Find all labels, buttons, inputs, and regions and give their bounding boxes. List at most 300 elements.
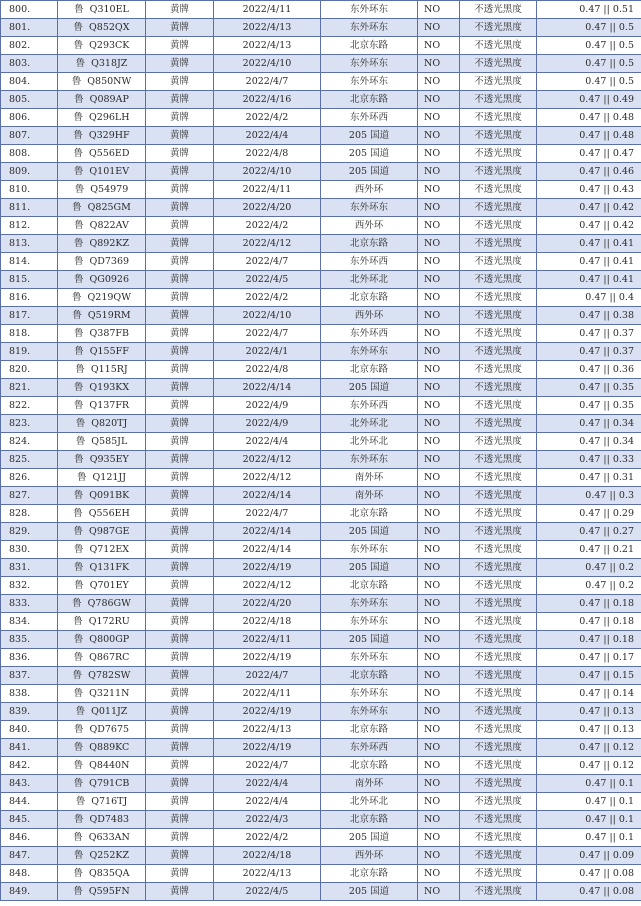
table-row — [1, 235, 641, 253]
location-cell: 北京东路 — [321, 667, 418, 685]
result-cell: NO — [418, 1, 460, 19]
result-cell: NO — [418, 595, 460, 613]
table-row — [1, 685, 641, 703]
test-item-cell: 不透光黑度 — [460, 217, 537, 235]
plate-code: Q850NW — [87, 76, 132, 87]
location-cell: 205 国道 — [321, 145, 418, 163]
value-cell: 0.47 || 0.18 — [537, 631, 641, 649]
date-cell: 2022/4/7 — [214, 253, 321, 271]
plate-type-cell: 黄牌 — [146, 559, 214, 577]
row-number-cell: 804. — [1, 73, 58, 91]
row-number-cell: 808. — [1, 145, 58, 163]
plate-type-cell: 黄牌 — [146, 361, 214, 379]
row-number-cell: 813. — [1, 235, 58, 253]
date-cell: 2022/4/2 — [214, 829, 321, 847]
result-cell: NO — [418, 109, 460, 127]
result-cell: NO — [418, 73, 460, 91]
plate-cell — [58, 253, 146, 271]
value-cell: 0.47 || 0.1 — [537, 775, 641, 793]
row-number-cell: 832. — [1, 577, 58, 595]
plate-province: 鲁 — [76, 472, 87, 483]
plate-type-cell: 黄牌 — [146, 577, 214, 595]
test-item-cell: 不透光黑度 — [460, 235, 537, 253]
plate-type-cell: 黄牌 — [146, 199, 214, 217]
table-row — [1, 505, 641, 523]
result-cell: NO — [418, 721, 460, 739]
table-row — [1, 91, 641, 109]
plate-type-cell: 黄牌 — [146, 19, 214, 37]
test-item-cell: 不透光黑度 — [460, 73, 537, 91]
date-cell: 2022/4/11 — [214, 685, 321, 703]
row-number-cell: 815. — [1, 271, 58, 289]
plate-type-cell: 黄牌 — [146, 523, 214, 541]
date-cell: 2022/4/12 — [214, 577, 321, 595]
location-cell: 北京东路 — [321, 91, 418, 109]
plate-type-cell: 黄牌 — [146, 127, 214, 145]
test-item-cell: 不透光黑度 — [460, 253, 537, 271]
table-row — [1, 433, 641, 451]
date-cell: 2022/4/2 — [214, 109, 321, 127]
plate-province: 鲁 — [73, 526, 84, 537]
date-cell: 2022/4/19 — [214, 703, 321, 721]
date-cell: 2022/4/3 — [214, 811, 321, 829]
plate-cell — [58, 703, 146, 721]
table-row — [1, 775, 641, 793]
row-number-cell: 839. — [1, 703, 58, 721]
plate-code: Q137FR — [89, 400, 130, 411]
table-row — [1, 415, 641, 433]
table-row — [1, 199, 641, 217]
value-cell: 0.47 || 0.51 — [537, 1, 641, 19]
table-row — [1, 559, 641, 577]
value-cell: 0.47 || 0.34 — [537, 415, 641, 433]
plate-cell — [58, 613, 146, 631]
result-cell: NO — [418, 757, 460, 775]
result-cell: NO — [418, 253, 460, 271]
plate-code: Q786GW — [87, 598, 131, 609]
plate-code: Q935EY — [89, 454, 129, 465]
plate-code: Q519RM — [87, 310, 131, 321]
plate-type-cell: 黄牌 — [146, 415, 214, 433]
value-cell: 0.47 || 0.1 — [537, 829, 641, 847]
value-cell: 0.47 || 0.48 — [537, 127, 641, 145]
plate-code: Q131FK — [89, 562, 130, 573]
value-cell: 0.47 || 0.13 — [537, 703, 641, 721]
location-cell: 东外环东 — [321, 685, 418, 703]
value-cell: 0.47 || 0.15 — [537, 667, 641, 685]
plate-type-cell: 黄牌 — [146, 775, 214, 793]
location-cell: 南外环 — [321, 469, 418, 487]
result-cell: NO — [418, 199, 460, 217]
location-cell: 东外环东 — [321, 199, 418, 217]
plate-cell — [58, 469, 146, 487]
table-row — [1, 343, 641, 361]
row-number-cell: 819. — [1, 343, 58, 361]
plate-type-cell: 黄牌 — [146, 289, 214, 307]
plate-province: 鲁 — [72, 292, 82, 303]
location-cell: 北京东路 — [321, 235, 418, 253]
result-cell: NO — [418, 775, 460, 793]
date-cell: 2022/4/10 — [214, 307, 321, 325]
row-number-cell: 821. — [1, 379, 58, 397]
plate-province: 鲁 — [75, 796, 86, 807]
plate-type-cell: 黄牌 — [146, 865, 214, 883]
plate-code: Q101EV — [89, 166, 130, 177]
date-cell: 2022/4/7 — [214, 505, 321, 523]
row-number-cell: 816. — [1, 289, 58, 307]
row-number-cell: 800. — [1, 1, 58, 19]
result-cell: NO — [418, 847, 460, 865]
plate-cell — [58, 397, 146, 415]
plate-type-cell: 黄牌 — [146, 379, 214, 397]
value-cell: 0.47 || 0.48 — [537, 109, 641, 127]
test-item-cell: 不透光黑度 — [460, 577, 537, 595]
row-number-cell: 810. — [1, 181, 58, 199]
plate-type-cell: 黄牌 — [146, 505, 214, 523]
result-cell: NO — [418, 613, 460, 631]
plate-cell — [58, 523, 146, 541]
table-row — [1, 739, 641, 757]
test-item-cell: 不透光黑度 — [460, 307, 537, 325]
test-item-cell: 不透光黑度 — [460, 1, 537, 19]
plate-code: Q293CK — [89, 40, 130, 51]
plate-province: 鲁 — [73, 868, 83, 879]
table-row — [1, 541, 641, 559]
plate-code: Q219QW — [87, 292, 131, 303]
plate-province: 鲁 — [72, 202, 82, 213]
plate-cell — [58, 559, 146, 577]
result-cell: NO — [418, 487, 460, 505]
result-cell: NO — [418, 793, 460, 811]
plate-type-cell: 黄牌 — [146, 613, 214, 631]
plate-type-cell: 黄牌 — [146, 55, 214, 73]
row-number-cell: 803. — [1, 55, 58, 73]
value-cell: 0.47 || 0.08 — [537, 865, 641, 883]
date-cell: 2022/4/7 — [214, 73, 321, 91]
test-item-cell: 不透光黑度 — [460, 163, 537, 181]
date-cell: 2022/4/19 — [214, 559, 321, 577]
test-item-cell: 不透光黑度 — [460, 289, 537, 307]
plate-cell — [58, 649, 146, 667]
date-cell: 2022/4/14 — [214, 541, 321, 559]
result-cell: NO — [418, 667, 460, 685]
date-cell: 2022/4/12 — [214, 235, 321, 253]
plate-code: QD7483 — [89, 814, 130, 825]
plate-code: Q252KZ — [89, 850, 130, 861]
plate-province: 鲁 — [73, 256, 84, 267]
plate-cell — [58, 811, 146, 829]
plate-code: Q193KX — [89, 382, 130, 393]
table-row — [1, 397, 641, 415]
test-item-cell: 不透光黑度 — [460, 199, 537, 217]
value-cell: 0.47 || 0.42 — [537, 217, 641, 235]
result-cell: NO — [418, 541, 460, 559]
location-cell: 205 国道 — [321, 631, 418, 649]
plate-code: Q296LH — [89, 112, 130, 123]
plate-code: Q318JZ — [91, 58, 128, 69]
plate-province: 鲁 — [73, 508, 83, 519]
table-row — [1, 649, 641, 667]
row-number-cell: 811. — [1, 199, 58, 217]
value-cell: 0.47 || 0.38 — [537, 307, 641, 325]
value-cell: 0.47 || 0.41 — [537, 253, 641, 271]
test-item-cell: 不透光黑度 — [460, 847, 537, 865]
test-item-cell: 不透光黑度 — [460, 721, 537, 739]
plate-cell — [58, 793, 146, 811]
test-item-cell: 不透光黑度 — [460, 685, 537, 703]
result-cell: NO — [418, 397, 460, 415]
date-cell: 2022/4/8 — [214, 145, 321, 163]
value-cell: 0.47 || 0.17 — [537, 649, 641, 667]
plate-code: Q822AV — [89, 220, 129, 231]
plate-cell — [58, 883, 146, 901]
value-cell: 0.47 || 0.12 — [537, 739, 641, 757]
date-cell: 2022/4/5 — [214, 883, 321, 901]
value-cell: 0.47 || 0.41 — [537, 235, 641, 253]
test-item-cell: 不透光黑度 — [460, 181, 537, 199]
plate-cell — [58, 343, 146, 361]
location-cell: 东外环西 — [321, 397, 418, 415]
date-cell: 2022/4/18 — [214, 613, 321, 631]
plate-type-cell: 黄牌 — [146, 271, 214, 289]
date-cell: 2022/4/5 — [214, 271, 321, 289]
plate-cell — [58, 577, 146, 595]
date-cell: 2022/4/13 — [214, 19, 321, 37]
location-cell: 西外环 — [321, 181, 418, 199]
date-cell: 2022/4/12 — [214, 469, 321, 487]
plate-cell — [58, 73, 146, 91]
row-number-cell: 814. — [1, 253, 58, 271]
plate-province: 鲁 — [73, 562, 84, 573]
plate-code: Q716TJ — [91, 796, 128, 807]
date-cell: 2022/4/4 — [214, 793, 321, 811]
test-item-cell: 不透光黑度 — [460, 145, 537, 163]
location-cell: 东外环东 — [321, 451, 418, 469]
value-cell: 0.47 || 0.09 — [537, 847, 641, 865]
row-number-cell: 833. — [1, 595, 58, 613]
plate-province: 鲁 — [73, 652, 84, 663]
row-number-cell: 836. — [1, 649, 58, 667]
plate-cell — [58, 595, 146, 613]
row-number-cell: 802. — [1, 37, 58, 55]
plate-type-cell: 黄牌 — [146, 235, 214, 253]
value-cell: 0.47 || 0.41 — [537, 271, 641, 289]
location-cell: 北外环北 — [321, 793, 418, 811]
result-cell: NO — [418, 235, 460, 253]
row-number-cell: 805. — [1, 91, 58, 109]
plate-cell — [58, 433, 146, 451]
plate-type-cell: 黄牌 — [146, 739, 214, 757]
table-row — [1, 37, 641, 55]
plate-code: Q089AP — [89, 94, 129, 105]
test-item-cell: 不透光黑度 — [460, 505, 537, 523]
plate-province: 鲁 — [73, 22, 84, 33]
plate-province: 鲁 — [73, 850, 84, 861]
location-cell: 东外环东 — [321, 19, 418, 37]
row-number-cell: 829. — [1, 523, 58, 541]
plate-cell — [58, 829, 146, 847]
plate-province: 鲁 — [73, 148, 84, 159]
test-item-cell: 不透光黑度 — [460, 469, 537, 487]
plate-code: Q852QX — [89, 22, 130, 33]
plate-province: 鲁 — [75, 58, 86, 69]
plate-type-cell: 黄牌 — [146, 703, 214, 721]
location-cell: 北外环北 — [321, 415, 418, 433]
row-number-cell: 825. — [1, 451, 58, 469]
result-cell: NO — [418, 145, 460, 163]
test-item-cell: 不透光黑度 — [460, 271, 537, 289]
plate-province: 鲁 — [74, 4, 84, 15]
value-cell: 0.47 || 0.46 — [537, 163, 641, 181]
value-cell: 0.47 || 0.18 — [537, 595, 641, 613]
plate-cell — [58, 325, 146, 343]
table-row — [1, 361, 641, 379]
plate-cell — [58, 451, 146, 469]
test-item-cell: 不透光黑度 — [460, 613, 537, 631]
plate-province: 鲁 — [72, 310, 82, 321]
test-item-cell: 不透光黑度 — [460, 865, 537, 883]
table-row — [1, 127, 641, 145]
location-cell: 北外环北 — [321, 271, 418, 289]
location-cell: 西外环 — [321, 307, 418, 325]
plate-province: 鲁 — [75, 418, 86, 429]
plate-province: 鲁 — [75, 706, 86, 717]
test-item-cell: 不透光黑度 — [460, 37, 537, 55]
test-item-cell: 不透光黑度 — [460, 343, 537, 361]
result-cell: NO — [418, 523, 460, 541]
date-cell: 2022/4/14 — [214, 379, 321, 397]
plate-cell — [58, 379, 146, 397]
row-number-cell: 834. — [1, 613, 58, 631]
plate-code: Q091BK — [89, 490, 130, 501]
test-item-cell: 不透光黑度 — [460, 325, 537, 343]
plate-province: 鲁 — [74, 346, 84, 357]
plate-type-cell: 黄牌 — [146, 37, 214, 55]
result-cell: NO — [418, 451, 460, 469]
row-number-cell: 849. — [1, 883, 58, 901]
result-cell: NO — [418, 37, 460, 55]
test-item-cell: 不透光黑度 — [460, 811, 537, 829]
plate-province: 鲁 — [73, 814, 84, 825]
plate-type-cell: 黄牌 — [146, 163, 214, 181]
test-item-cell: 不透光黑度 — [460, 19, 537, 37]
plate-type-cell: 黄牌 — [146, 1, 214, 19]
plate-province: 鲁 — [73, 832, 83, 843]
test-item-cell: 不透光黑度 — [460, 379, 537, 397]
value-cell: 0.47 || 0.36 — [537, 361, 641, 379]
value-cell: 0.47 || 0.4 — [537, 289, 641, 307]
plate-province: 鲁 — [73, 490, 84, 501]
plate-cell — [58, 235, 146, 253]
plate-code: Q820TJ — [91, 418, 128, 429]
test-item-cell: 不透光黑度 — [460, 361, 537, 379]
plate-province: 鲁 — [74, 94, 84, 105]
plate-type-cell: 黄牌 — [146, 847, 214, 865]
plate-province: 鲁 — [73, 886, 83, 897]
plate-cell — [58, 415, 146, 433]
row-number-cell: 812. — [1, 217, 58, 235]
plate-code: Q54979 — [90, 184, 129, 195]
plate-code: Q867RC — [89, 652, 130, 663]
plate-cell — [58, 55, 146, 73]
plate-code: Q115RJ — [90, 364, 128, 375]
plate-type-cell: 黄牌 — [146, 325, 214, 343]
value-cell: 0.47 || 0.2 — [537, 577, 641, 595]
value-cell: 0.47 || 0.18 — [537, 613, 641, 631]
plate-code: Q701EY — [89, 580, 129, 591]
location-cell: 北京东路 — [321, 505, 418, 523]
plate-code: QD7675 — [89, 724, 130, 735]
test-item-cell: 不透光黑度 — [460, 775, 537, 793]
location-cell: 东外环东 — [321, 55, 418, 73]
value-cell: 0.47 || 0.08 — [537, 883, 641, 901]
date-cell: 2022/4/20 — [214, 199, 321, 217]
plate-province: 鲁 — [73, 634, 84, 645]
row-number-cell: 828. — [1, 505, 58, 523]
row-number-cell: 820. — [1, 361, 58, 379]
location-cell: 205 国道 — [321, 523, 418, 541]
value-cell: 0.47 || 0.21 — [537, 541, 641, 559]
plate-province: 鲁 — [73, 760, 84, 771]
table-row — [1, 469, 641, 487]
table-row — [1, 847, 641, 865]
value-cell: 0.47 || 0.43 — [537, 181, 641, 199]
date-cell: 2022/4/2 — [214, 289, 321, 307]
plate-type-cell: 黄牌 — [146, 181, 214, 199]
value-cell: 0.47 || 0.47 — [537, 145, 641, 163]
plate-cell — [58, 37, 146, 55]
plate-code: Q3211N — [89, 688, 130, 699]
row-number-cell: 846. — [1, 829, 58, 847]
plate-type-cell: 黄牌 — [146, 307, 214, 325]
value-cell: 0.47 || 0.13 — [537, 721, 641, 739]
row-number-cell: 806. — [1, 109, 58, 127]
plate-type-cell: 黄牌 — [146, 829, 214, 847]
test-item-cell: 不透光黑度 — [460, 883, 537, 901]
table-row — [1, 829, 641, 847]
plate-cell — [58, 127, 146, 145]
date-cell: 2022/4/2 — [214, 217, 321, 235]
value-cell: 0.47 || 0.14 — [537, 685, 641, 703]
plate-code: QG0926 — [89, 274, 130, 285]
plate-code: Q889KC — [89, 742, 130, 753]
table-row — [1, 181, 641, 199]
result-cell: NO — [418, 469, 460, 487]
table-row — [1, 325, 641, 343]
date-cell: 2022/4/1 — [214, 343, 321, 361]
table-row — [1, 487, 641, 505]
date-cell: 2022/4/9 — [214, 397, 321, 415]
plate-code: Q585JL — [91, 436, 128, 447]
plate-code: Q310EL — [89, 4, 129, 15]
table-row — [1, 289, 641, 307]
table-row — [1, 757, 641, 775]
result-cell: NO — [418, 55, 460, 73]
value-cell: 0.47 || 0.12 — [537, 757, 641, 775]
test-item-cell: 不透光黑度 — [460, 397, 537, 415]
location-cell: 205 国道 — [321, 127, 418, 145]
table-row — [1, 379, 641, 397]
test-item-cell: 不透光黑度 — [460, 541, 537, 559]
plate-province: 鲁 — [71, 76, 82, 87]
plate-type-cell: 黄牌 — [146, 73, 214, 91]
table-row — [1, 271, 641, 289]
row-number-cell: 830. — [1, 541, 58, 559]
result-cell: NO — [418, 379, 460, 397]
plate-cell — [58, 757, 146, 775]
date-cell: 2022/4/14 — [214, 487, 321, 505]
table-row — [1, 253, 641, 271]
